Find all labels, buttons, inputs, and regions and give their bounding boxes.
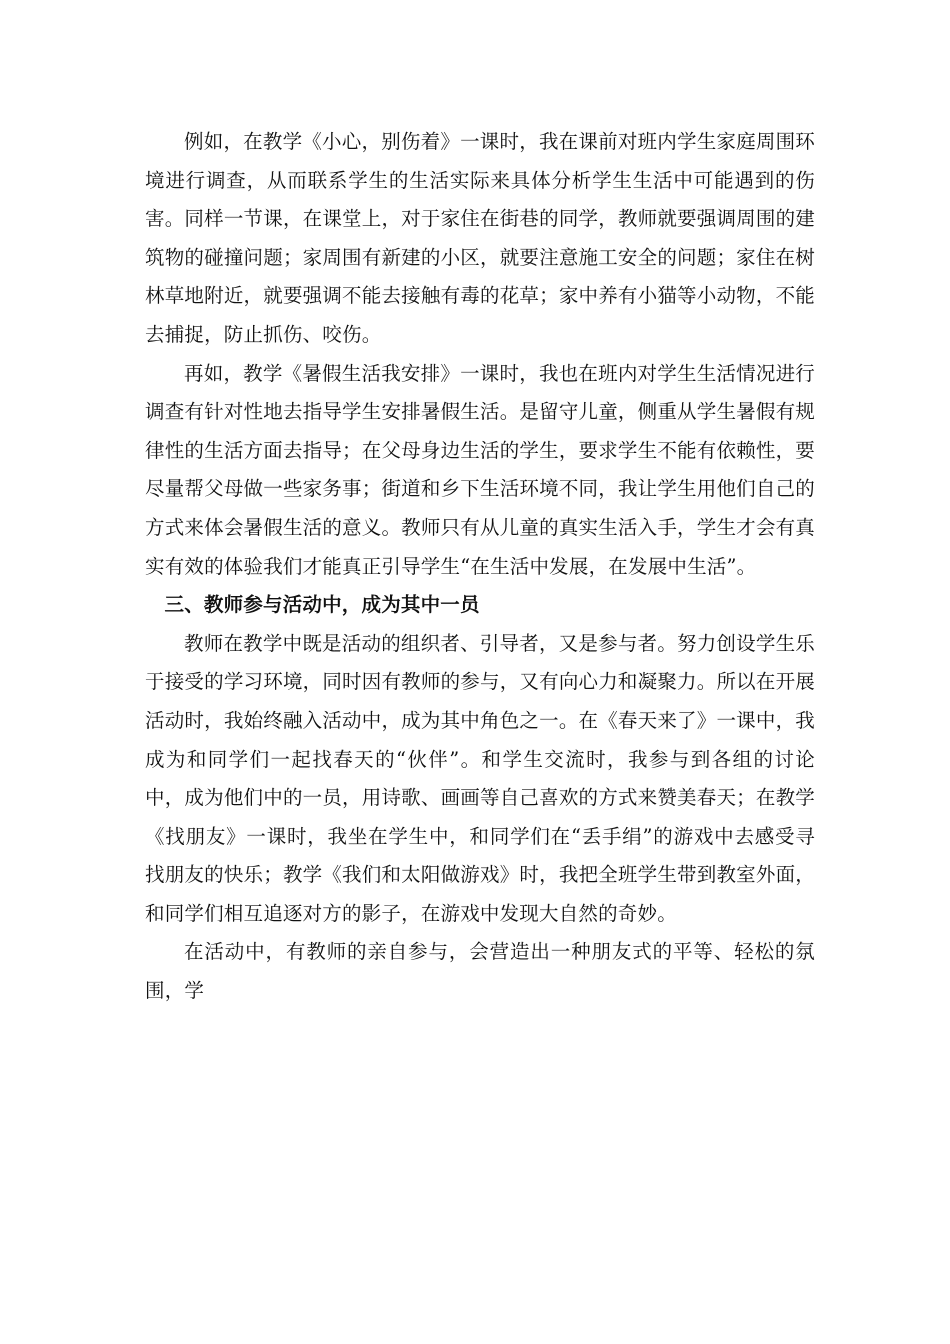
paragraph-summer-vacation-lesson: 再如，教学《暑假生活我安排》一课时，我也在班内对学生生活情况进行调查有针对性地去指导学生安排暑假生活。是留守儿童，侧重从学生暑假有规律性的生活方面去指导；在父母身边生活的学生，要求学生不能有依赖性，要尽量帮父母做一些家务事；街道和乡下生活环境不同，我让学生用他们自己的方式来体会暑假生活的意义。教师只有从儿童的真实生活入手，学生才会有真实有效的体验我们才能真正引导学生“在生活中发展，在发展中生活”。: [145, 361, 815, 578]
paragraph-activity-atmosphere: 在活动中，有教师的亲自参与，会营造出一种朋友式的平等、轻松的氛围，学: [145, 940, 815, 1003]
paragraph-teacher-participation: 教师在教学中既是活动的组织者、引导者，又是参与者。努力创设学生乐于接受的学习环境，同时因有教师的参与，又有向心力和凝聚力。所以在开展活动时，我始终融入活动中，成为其中角色之一。在《春天来了》一课中，我成为和同学们一起找春天的“伙伴”。和学生交流时，我参与到各组的讨论中，成为他们中的一员，用诗歌、画画等自己喜欢的方式来赞美春天；在教学《找朋友》一课时，我坐在学生中，和同学们在“丢手绢”的游戏中去感受寻找朋友的快乐；教学《我们和太阳做游戏》时，我把全班学生带到教室外面，和同学们相互追逐对方的影子，在游戏中发现大自然的奇妙。: [145, 631, 815, 925]
section-heading-3: 三、教师参与活动中，成为其中一员: [164, 593, 480, 617]
paragraph-example-safety-lesson: 例如，在教学《小心，别伤着》一课时，我在课前对班内学生家庭周围环境进行调查，从而联系学生的生活实际来具体分析学生生活中可能遇到的伤害。同样一节课，在课堂上，对于家住在街巷的同学，教师就要强调周围的建筑物的碰撞问题；家周围有新建的小区，就要注意施工安全的问题；家住在树林草地附近，就要强调不能去接触有毒的花草；家中养有小猫等小动物，不能去捕捉，防止抓伤、咬伤。: [145, 130, 815, 346]
